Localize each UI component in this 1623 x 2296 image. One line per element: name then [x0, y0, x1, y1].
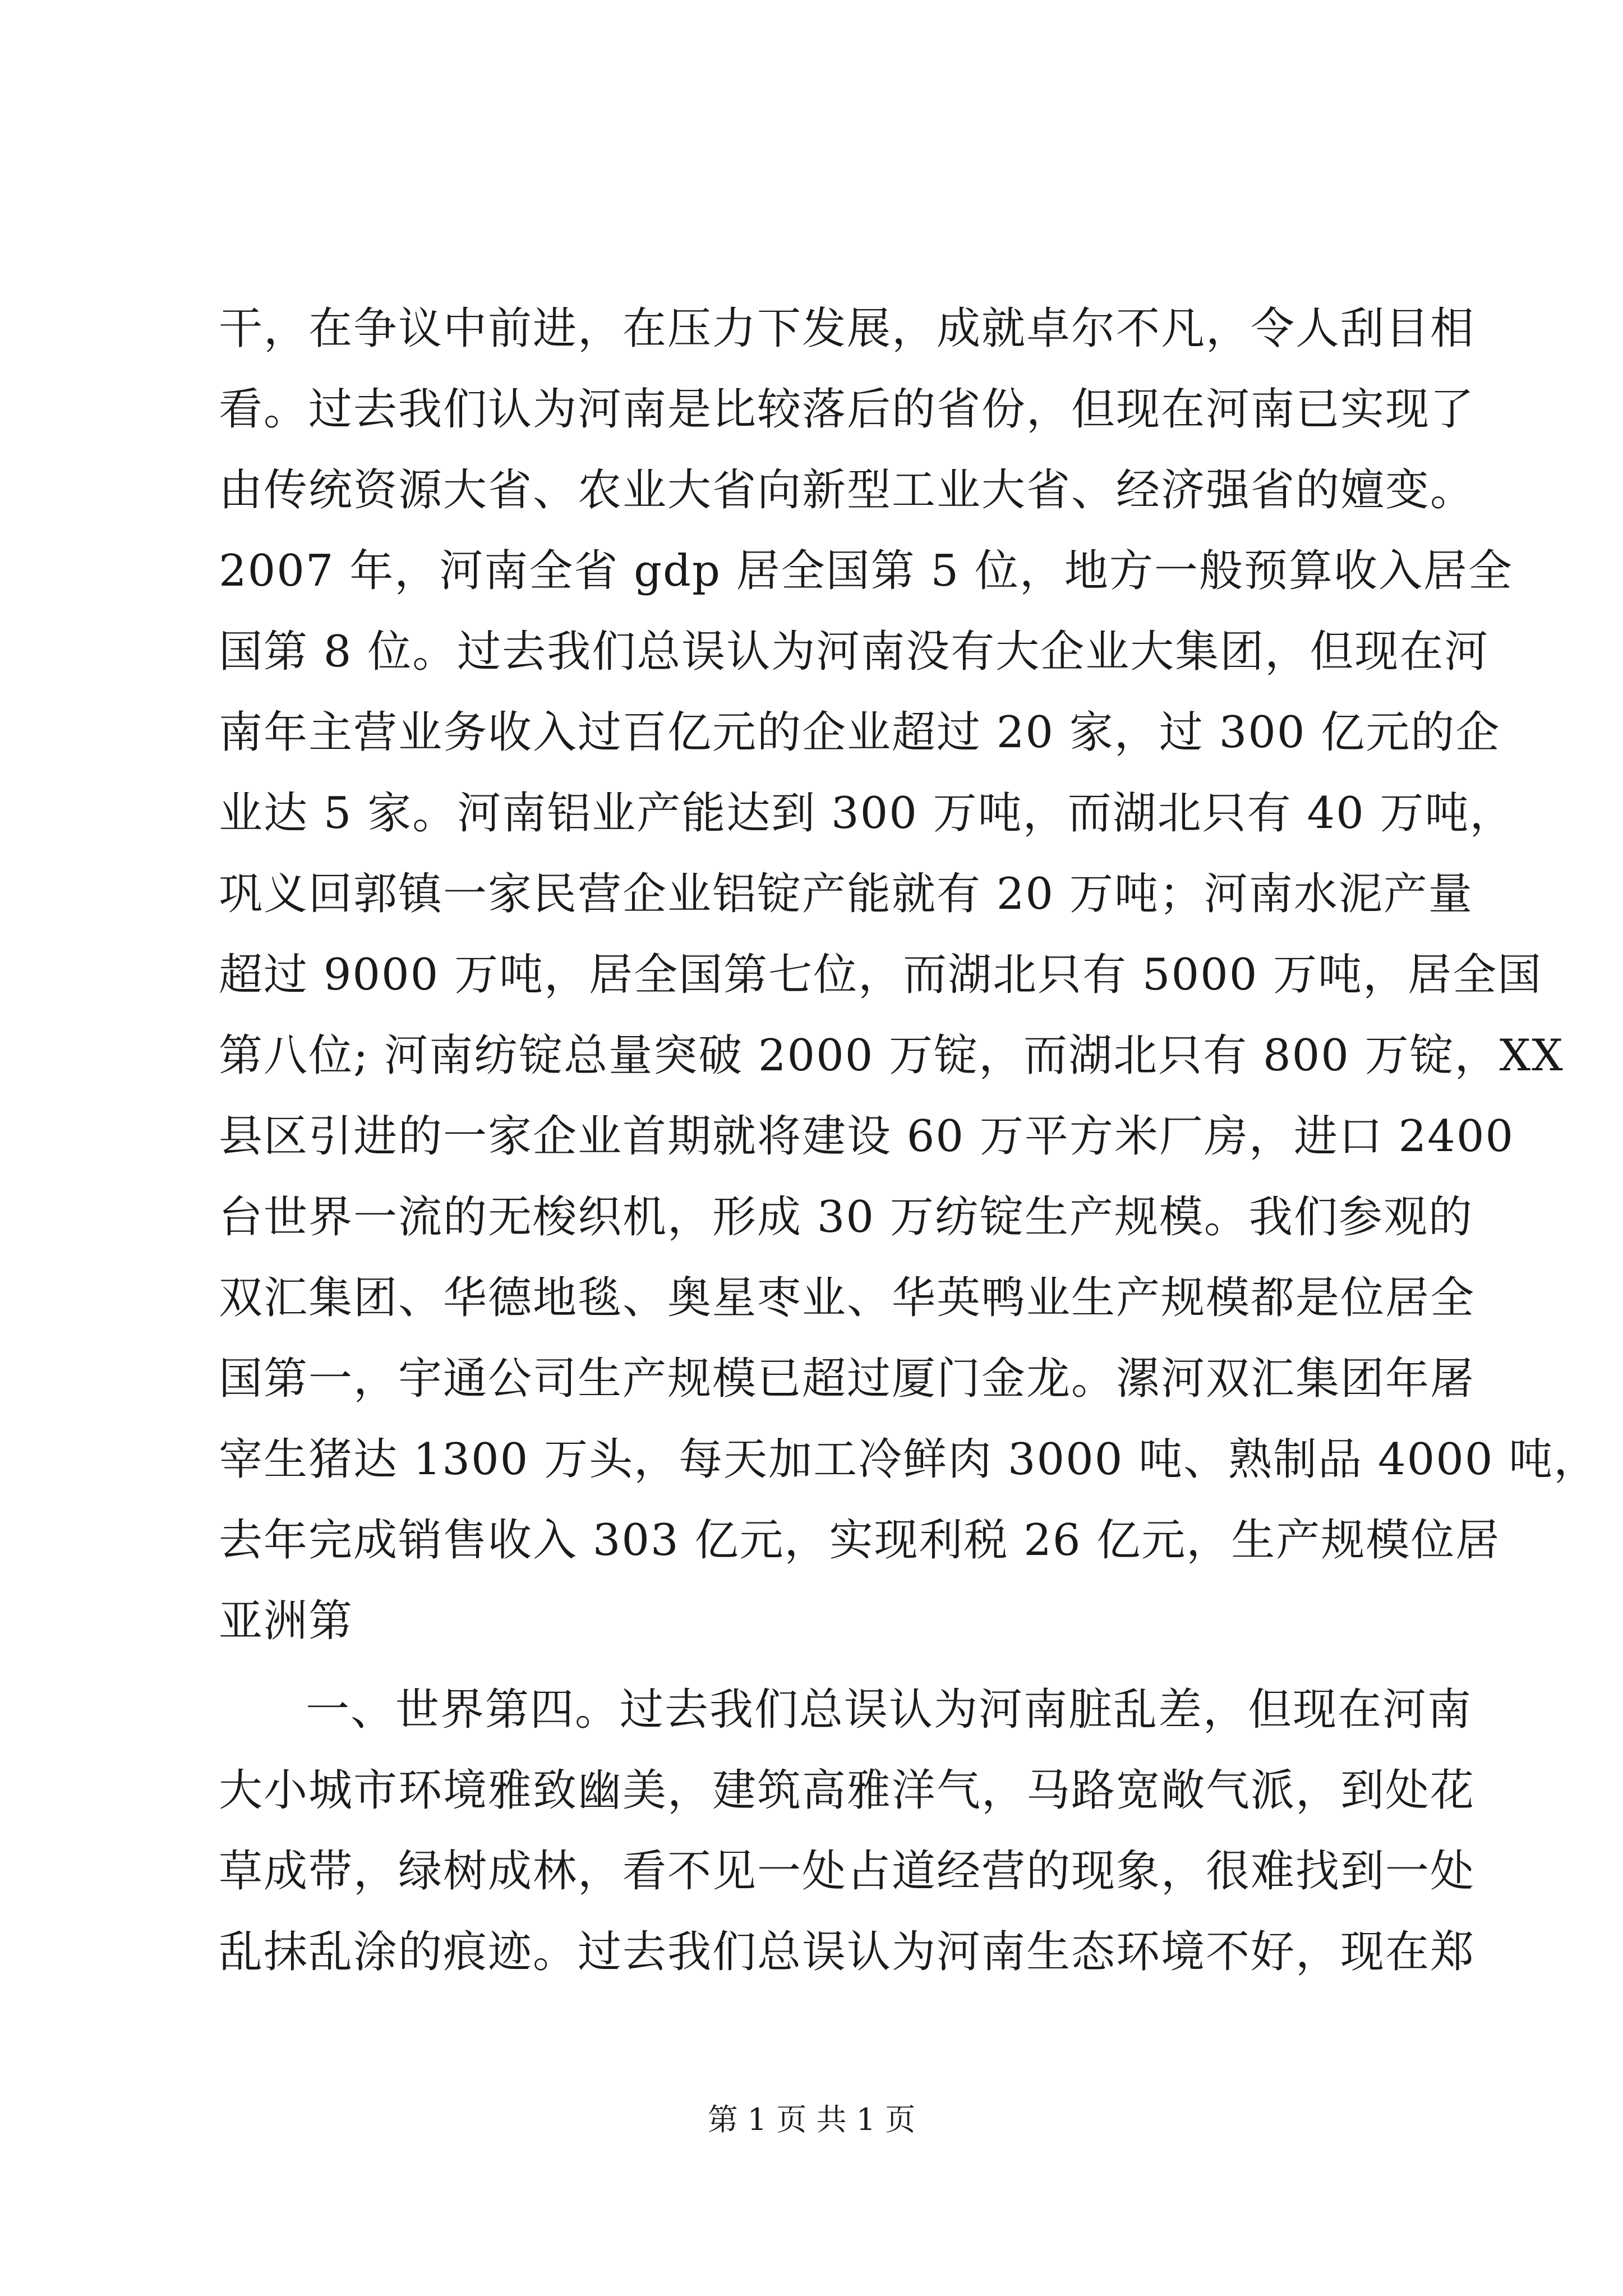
body-line-4: 2007 年，河南全省 gdp 居全国第 5 位，地方一般预算收入居全 [219, 546, 1513, 596]
body-line-21: 乱抹乱涂的痕迹。过去我们总误认为河南生态环境不好，现在郑 [219, 1927, 1476, 1977]
body-line-9: 超过 9000 万吨，居全国第七位，而湖北只有 5000 万吨，居全国 [219, 950, 1543, 1000]
body-line-18: 一、世界第四。过去我们总误认为河南脏乱差，但现在河南 [306, 1685, 1473, 1735]
body-line-13: 双汇集团、华德地毯、奥星枣业、华英鸭业生产规模都是位居全 [219, 1273, 1476, 1323]
body-line-10: 第八位; 河南纺锭总量突破 2000 万锭，而湖北只有 800 万锭，XX [219, 1030, 1564, 1081]
body-line-7: 业达 5 家。河南铝业产能达到 300 万吨，而湖北只有 40 万吨， [219, 788, 1515, 839]
body-line-11: 县区引进的一家企业首期就将建设 60 万平方米厂房，进口 2400 [219, 1111, 1515, 1162]
body-line-5: 国第 8 位。过去我们总误认为河南没有大企业大集团，但现在河 [219, 627, 1490, 677]
body-line-2: 看。过去我们认为河南是比较落后的省份，但现在河南已实现了 [219, 384, 1476, 435]
page-footer: 第 1 页 共 1 页 [707, 2102, 916, 2137]
body-line-1: 干，在争议中前进，在压力下发展，成就卓尔不凡，令人刮目相 [219, 303, 1476, 354]
body-line-19: 大小城市环境雅致幽美，建筑高雅洋气，马路宽敞气派，到处花 [219, 1765, 1476, 1816]
body-line-20: 草成带，绿树成林，看不见一处占道经营的现象，很难找到一处 [219, 1846, 1476, 1897]
body-line-12: 台世界一流的无梭织机，形成 30 万纺锭生产规模。我们参观的 [219, 1192, 1473, 1243]
body-line-8: 巩义回郭镇一家民营企业铝锭产能就有 20 万吨；河南水泥产量 [219, 869, 1473, 919]
body-line-3: 由传统资源大省、农业大省向新型工业大省、经济强省的嬗变。 [219, 465, 1476, 516]
body-line-6: 南年主营业务收入过百亿元的企业超过 20 家，过 300 亿元的企 [219, 707, 1501, 758]
body-line-14: 国第一，宇通公司生产规模已超过厦门金龙。漯河双汇集团年屠 [219, 1354, 1476, 1404]
body-line-15: 宰生猪达 1300 万头，每天加工冷鲜肉 3000 吨、熟制品 4000 吨， [219, 1434, 1599, 1485]
body-line-17: 亚洲第 [219, 1596, 354, 1646]
body-line-16: 去年完成销售收入 303 亿元，实现利税 26 亿元，生产规模位居 [219, 1515, 1501, 1566]
